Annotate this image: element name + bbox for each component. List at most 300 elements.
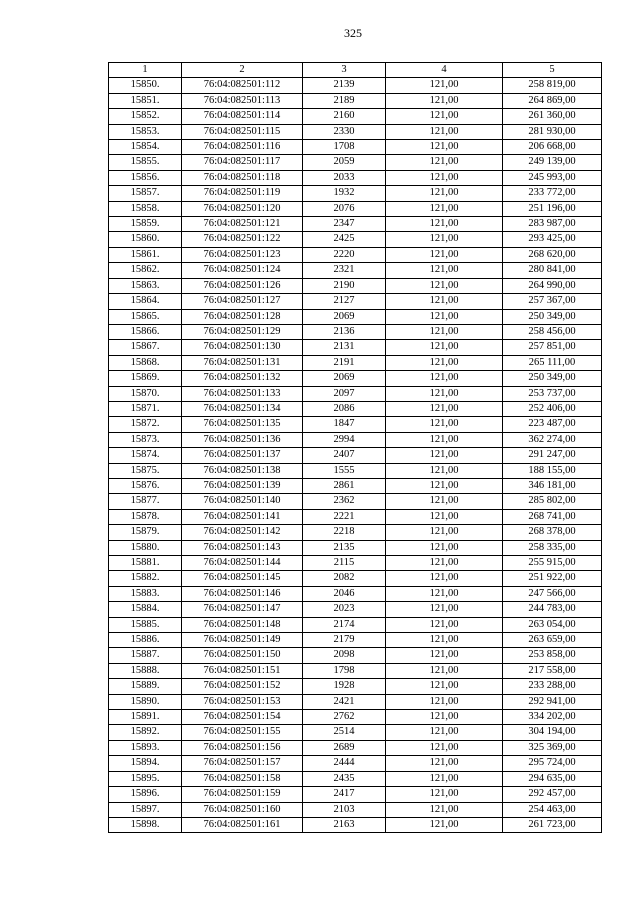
cadastral-number-cell: 76:04:082501:140 [182,494,303,509]
value-cell: 244 783,00 [503,602,602,617]
area-cell: 2033 [303,170,386,185]
area-cell: 2139 [303,78,386,93]
value-cell: 285 802,00 [503,494,602,509]
cadastral-number-cell: 76:04:082501:134 [182,401,303,416]
cadastral-number-cell: 76:04:082501:142 [182,525,303,540]
table-row [109,93,602,108]
value-cell: 265 111,00 [503,355,602,370]
value-cell: 233 288,00 [503,679,602,694]
value-cell: 346 181,00 [503,478,602,493]
cadastral-number-cell: 76:04:082501:120 [182,201,303,216]
area-cell: 2330 [303,124,386,139]
table-row [109,186,602,201]
cadastral-number-cell: 76:04:082501:159 [182,787,303,802]
value-cell: 251 922,00 [503,571,602,586]
cadastral-number-cell: 76:04:082501:126 [182,278,303,293]
cadastral-number-cell: 76:04:082501:112 [182,78,303,93]
table-row [109,540,602,555]
area-cell: 2163 [303,817,386,832]
table-row [109,633,602,648]
table-row [109,170,602,185]
value-cell: 258 456,00 [503,324,602,339]
row-number-cell: 15850. [109,78,182,93]
rate-cell: 121,00 [386,571,503,586]
table-row [109,124,602,139]
value-cell: 325 369,00 [503,740,602,755]
value-cell: 188 155,00 [503,463,602,478]
row-number-cell: 15858. [109,201,182,216]
value-cell: 258 335,00 [503,540,602,555]
area-cell: 2994 [303,432,386,447]
table-row [109,417,602,432]
rate-cell: 121,00 [386,401,503,416]
cadastral-number-cell: 76:04:082501:123 [182,247,303,262]
cadastral-number-cell: 76:04:082501:141 [182,509,303,524]
row-number-cell: 15860. [109,232,182,247]
area-cell: 2407 [303,448,386,463]
row-number-cell: 15867. [109,340,182,355]
rate-cell: 121,00 [386,817,503,832]
table-row [109,602,602,617]
rate-cell: 121,00 [386,740,503,755]
row-number-cell: 15891. [109,710,182,725]
cadastral-number-cell: 76:04:082501:119 [182,186,303,201]
rate-cell: 121,00 [386,771,503,786]
table-row [109,710,602,725]
value-cell: 251 196,00 [503,201,602,216]
row-number-cell: 15889. [109,679,182,694]
value-cell: 245 993,00 [503,170,602,185]
row-number-cell: 15882. [109,571,182,586]
table-row [109,679,602,694]
rate-cell: 121,00 [386,78,503,93]
row-number-cell: 15864. [109,294,182,309]
area-cell: 2135 [303,540,386,555]
area-cell: 2127 [303,294,386,309]
column-header: 4 [386,63,503,78]
row-number-cell: 15897. [109,802,182,817]
value-cell: 253 737,00 [503,386,602,401]
row-number-cell: 15854. [109,140,182,155]
value-cell: 223 487,00 [503,417,602,432]
value-cell: 291 247,00 [503,448,602,463]
row-number-cell: 15873. [109,432,182,447]
row-number-cell: 15865. [109,309,182,324]
cadastral-number-cell: 76:04:082501:155 [182,725,303,740]
value-cell: 292 457,00 [503,787,602,802]
rate-cell: 121,00 [386,710,503,725]
rate-cell: 121,00 [386,694,503,709]
row-number-cell: 15871. [109,401,182,416]
row-number-cell: 15866. [109,324,182,339]
cadastral-number-cell: 76:04:082501:124 [182,263,303,278]
cadastral-number-cell: 76:04:082501:129 [182,324,303,339]
area-cell: 2221 [303,509,386,524]
table-row [109,340,602,355]
cadastral-number-cell: 76:04:082501:154 [182,710,303,725]
rate-cell: 121,00 [386,294,503,309]
value-cell: 261 723,00 [503,817,602,832]
area-cell: 1847 [303,417,386,432]
row-number-cell: 15880. [109,540,182,555]
area-cell: 2861 [303,478,386,493]
rate-cell: 121,00 [386,463,503,478]
value-cell: 304 194,00 [503,725,602,740]
rate-cell: 121,00 [386,633,503,648]
row-number-cell: 15898. [109,817,182,832]
table-row [109,371,602,386]
rate-cell: 121,00 [386,309,503,324]
cadastral-number-cell: 76:04:082501:161 [182,817,303,832]
area-cell: 1708 [303,140,386,155]
row-number-cell: 15878. [109,509,182,524]
value-cell: 252 406,00 [503,401,602,416]
column-header: 3 [303,63,386,78]
area-cell: 2444 [303,756,386,771]
area-cell: 1798 [303,663,386,678]
area-cell: 2191 [303,355,386,370]
table-row [109,355,602,370]
rate-cell: 121,00 [386,278,503,293]
rate-cell: 121,00 [386,540,503,555]
cadastral-number-cell: 76:04:082501:113 [182,93,303,108]
area-cell: 2417 [303,787,386,802]
table-row [109,648,602,663]
area-cell: 2069 [303,371,386,386]
table-row [109,278,602,293]
row-number-cell: 15857. [109,186,182,201]
cadastral-number-cell: 76:04:082501:131 [182,355,303,370]
rate-cell: 121,00 [386,432,503,447]
table-row [109,740,602,755]
value-cell: 268 741,00 [503,509,602,524]
rate-cell: 121,00 [386,525,503,540]
value-cell: 254 463,00 [503,802,602,817]
row-number-cell: 15851. [109,93,182,108]
table-row [109,817,602,832]
cadastral-number-cell: 76:04:082501:121 [182,217,303,232]
cadastral-number-cell: 76:04:082501:143 [182,540,303,555]
rate-cell: 121,00 [386,679,503,694]
value-cell: 255 915,00 [503,556,602,571]
area-cell: 2435 [303,771,386,786]
cadastral-number-cell: 76:04:082501:145 [182,571,303,586]
table-row [109,201,602,216]
rate-cell: 121,00 [386,648,503,663]
area-cell: 2421 [303,694,386,709]
table-row [109,756,602,771]
row-number-cell: 15886. [109,633,182,648]
data-table [108,62,602,833]
cadastral-number-cell: 76:04:082501:149 [182,633,303,648]
value-cell: 295 724,00 [503,756,602,771]
area-cell: 2689 [303,740,386,755]
table-row [109,78,602,93]
value-cell: 247 566,00 [503,586,602,601]
row-number-cell: 15884. [109,602,182,617]
rate-cell: 121,00 [386,170,503,185]
table-row [109,232,602,247]
row-number-cell: 15856. [109,170,182,185]
value-cell: 292 941,00 [503,694,602,709]
table-row [109,556,602,571]
cadastral-number-cell: 76:04:082501:115 [182,124,303,139]
table-row [109,494,602,509]
rate-cell: 121,00 [386,787,503,802]
area-cell: 2086 [303,401,386,416]
value-cell: 258 819,00 [503,78,602,93]
table-row [109,478,602,493]
area-cell: 2514 [303,725,386,740]
row-number-cell: 15892. [109,725,182,740]
row-number-cell: 15885. [109,617,182,632]
cadastral-number-cell: 76:04:082501:152 [182,679,303,694]
table-row [109,525,602,540]
table-row [109,263,602,278]
row-number-cell: 15869. [109,371,182,386]
table-row [109,771,602,786]
table-body [109,78,602,833]
rate-cell: 121,00 [386,186,503,201]
cadastral-number-cell: 76:04:082501:118 [182,170,303,185]
value-cell: 250 349,00 [503,371,602,386]
cadastral-number-cell: 76:04:082501:130 [182,340,303,355]
table-row [109,432,602,447]
cadastral-number-cell: 76:04:082501:147 [182,602,303,617]
rate-cell: 121,00 [386,802,503,817]
table-row [109,802,602,817]
area-cell: 2190 [303,278,386,293]
area-cell: 2023 [303,602,386,617]
rate-cell: 121,00 [386,371,503,386]
value-cell: 263 659,00 [503,633,602,648]
column-header: 2 [182,63,303,78]
cadastral-number-cell: 76:04:082501:153 [182,694,303,709]
area-cell: 2059 [303,155,386,170]
area-cell: 2097 [303,386,386,401]
area-cell: 2160 [303,109,386,124]
rate-cell: 121,00 [386,124,503,139]
rate-cell: 121,00 [386,448,503,463]
rate-cell: 121,00 [386,386,503,401]
value-cell: 334 202,00 [503,710,602,725]
cadastral-number-cell: 76:04:082501:156 [182,740,303,755]
area-cell: 2082 [303,571,386,586]
row-number-cell: 15863. [109,278,182,293]
value-cell: 264 990,00 [503,278,602,293]
row-number-cell: 15890. [109,694,182,709]
table-header-row [109,63,602,78]
value-cell: 268 620,00 [503,247,602,262]
value-cell: 261 360,00 [503,109,602,124]
rate-cell: 121,00 [386,340,503,355]
value-cell: 264 869,00 [503,93,602,108]
row-number-cell: 15883. [109,586,182,601]
cadastral-number-cell: 76:04:082501:114 [182,109,303,124]
row-number-cell: 15862. [109,263,182,278]
value-cell: 250 349,00 [503,309,602,324]
rate-cell: 121,00 [386,263,503,278]
value-cell: 293 425,00 [503,232,602,247]
column-header: 1 [109,63,182,78]
row-number-cell: 15876. [109,478,182,493]
cadastral-number-cell: 76:04:082501:133 [182,386,303,401]
rate-cell: 121,00 [386,217,503,232]
table-row [109,725,602,740]
page-number: 325 [344,26,362,40]
cadastral-number-cell: 76:04:082501:117 [182,155,303,170]
rate-cell: 121,00 [386,232,503,247]
rate-cell: 121,00 [386,586,503,601]
rate-cell: 121,00 [386,756,503,771]
area-cell: 2131 [303,340,386,355]
column-header: 5 [503,63,602,78]
row-number-cell: 15861. [109,247,182,262]
area-cell: 2218 [303,525,386,540]
area-cell: 2189 [303,93,386,108]
area-cell: 1932 [303,186,386,201]
rate-cell: 121,00 [386,155,503,170]
area-cell: 1555 [303,463,386,478]
rate-cell: 121,00 [386,417,503,432]
cadastral-number-cell: 76:04:082501:127 [182,294,303,309]
row-number-cell: 15881. [109,556,182,571]
table-row [109,694,602,709]
table-row [109,617,602,632]
cadastral-number-cell: 76:04:082501:116 [182,140,303,155]
row-number-cell: 15868. [109,355,182,370]
value-cell: 233 772,00 [503,186,602,201]
cadastral-number-cell: 76:04:082501:151 [182,663,303,678]
cadastral-number-cell: 76:04:082501:158 [182,771,303,786]
value-cell: 281 930,00 [503,124,602,139]
table-row [109,571,602,586]
value-cell: 206 668,00 [503,140,602,155]
row-number-cell: 15872. [109,417,182,432]
table-row [109,401,602,416]
table-row [109,155,602,170]
area-cell: 2762 [303,710,386,725]
value-cell: 249 139,00 [503,155,602,170]
table-row [109,140,602,155]
rate-cell: 121,00 [386,617,503,632]
area-cell: 2321 [303,263,386,278]
table-row [109,448,602,463]
rate-cell: 121,00 [386,201,503,216]
table-row [109,294,602,309]
area-cell: 2103 [303,802,386,817]
value-cell: 268 378,00 [503,525,602,540]
area-cell: 2220 [303,247,386,262]
row-number-cell: 15894. [109,756,182,771]
rate-cell: 121,00 [386,247,503,262]
value-cell: 362 274,00 [503,432,602,447]
rate-cell: 121,00 [386,602,503,617]
row-number-cell: 15877. [109,494,182,509]
area-cell: 2069 [303,309,386,324]
row-number-cell: 15896. [109,787,182,802]
value-cell: 217 558,00 [503,663,602,678]
row-number-cell: 15859. [109,217,182,232]
rate-cell: 121,00 [386,478,503,493]
rate-cell: 121,00 [386,494,503,509]
table-row [109,324,602,339]
cadastral-number-cell: 76:04:082501:137 [182,448,303,463]
cadastral-number-cell: 76:04:082501:144 [182,556,303,571]
rate-cell: 121,00 [386,355,503,370]
rate-cell: 121,00 [386,109,503,124]
area-cell: 2098 [303,648,386,663]
row-number-cell: 15888. [109,663,182,678]
row-number-cell: 15870. [109,386,182,401]
rate-cell: 121,00 [386,509,503,524]
table-row [109,586,602,601]
cadastral-number-cell: 76:04:082501:128 [182,309,303,324]
value-cell: 257 851,00 [503,340,602,355]
cadastral-number-cell: 76:04:082501:136 [182,432,303,447]
area-cell: 2136 [303,324,386,339]
table-row [109,463,602,478]
cadastral-number-cell: 76:04:082501:132 [182,371,303,386]
cadastral-number-cell: 76:04:082501:160 [182,802,303,817]
table-row [109,509,602,524]
cadastral-number-cell: 76:04:082501:122 [182,232,303,247]
row-number-cell: 15875. [109,463,182,478]
area-cell: 2174 [303,617,386,632]
value-cell: 283 987,00 [503,217,602,232]
area-cell: 2046 [303,586,386,601]
cadastral-number-cell: 76:04:082501:135 [182,417,303,432]
table-row [109,386,602,401]
rate-cell: 121,00 [386,93,503,108]
table-row [109,217,602,232]
cadastral-number-cell: 76:04:082501:150 [182,648,303,663]
area-cell: 1928 [303,679,386,694]
table-row [109,109,602,124]
row-number-cell: 15887. [109,648,182,663]
area-cell: 2347 [303,217,386,232]
rate-cell: 121,00 [386,140,503,155]
cadastral-number-cell: 76:04:082501:138 [182,463,303,478]
value-cell: 280 841,00 [503,263,602,278]
area-cell: 2179 [303,633,386,648]
row-number-cell: 15852. [109,109,182,124]
cadastral-number-cell: 76:04:082501:146 [182,586,303,601]
table-row [109,787,602,802]
area-cell: 2425 [303,232,386,247]
rate-cell: 121,00 [386,663,503,678]
area-cell: 2362 [303,494,386,509]
row-number-cell: 15853. [109,124,182,139]
cadastral-number-cell: 76:04:082501:157 [182,756,303,771]
value-cell: 263 054,00 [503,617,602,632]
row-number-cell: 15855. [109,155,182,170]
cadastral-number-cell: 76:04:082501:139 [182,478,303,493]
rate-cell: 121,00 [386,324,503,339]
area-cell: 2115 [303,556,386,571]
rate-cell: 121,00 [386,725,503,740]
row-number-cell: 15893. [109,740,182,755]
area-cell: 2076 [303,201,386,216]
table-row [109,663,602,678]
table-row [109,309,602,324]
value-cell: 257 367,00 [503,294,602,309]
value-cell: 294 635,00 [503,771,602,786]
row-number-cell: 15874. [109,448,182,463]
value-cell: 253 858,00 [503,648,602,663]
row-number-cell: 15879. [109,525,182,540]
cadastral-number-cell: 76:04:082501:148 [182,617,303,632]
